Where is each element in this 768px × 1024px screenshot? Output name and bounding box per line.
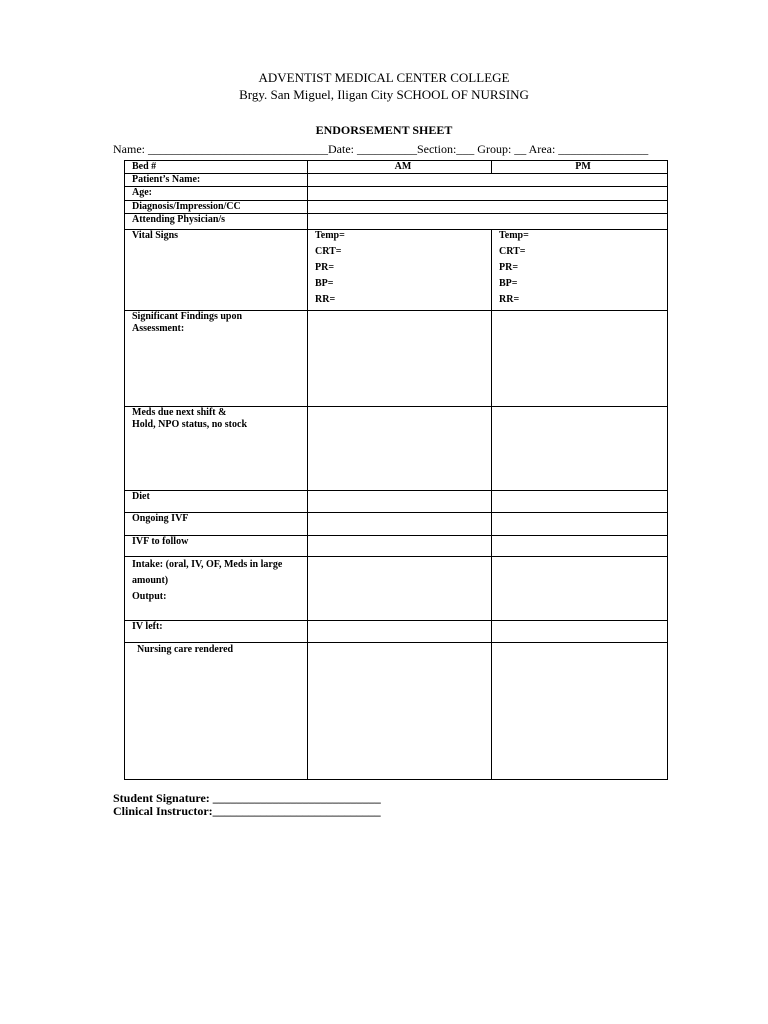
- findings-label: [125, 311, 308, 407]
- ongoing-ivf-pm-field[interactable]: [492, 513, 668, 536]
- crt-pm-label: CRT=: [499, 246, 526, 257]
- iv-left-pm-field[interactable]: [492, 621, 668, 643]
- iv-left-am-field[interactable]: [308, 621, 492, 643]
- student-info-line: Name: ______________________________Date: __________Section:___ Group: __ Area: _______________: [113, 142, 649, 156]
- bp-am-label: BP=: [315, 278, 334, 289]
- bed-label: Bed #: [125, 161, 308, 174]
- student-signature-line[interactable]: Student Signature: ____________________________: [113, 791, 381, 805]
- ongoing-ivf-label: Ongoing IVF: [125, 513, 308, 536]
- meds-pm-field[interactable]: [492, 407, 668, 491]
- table-row: [125, 187, 668, 201]
- meds-am-field[interactable]: [308, 407, 492, 491]
- diagnosis-field[interactable]: [308, 201, 668, 214]
- table-row: [125, 621, 668, 643]
- table-row: [125, 643, 668, 780]
- table-row: [125, 311, 668, 407]
- table-row: [125, 214, 668, 230]
- findings-label-line2: Assessment:: [132, 323, 185, 334]
- ongoing-ivf-am-field[interactable]: [308, 513, 492, 536]
- nursing-care-pm-field[interactable]: [492, 643, 668, 780]
- table-row: [125, 230, 668, 311]
- form-title: ENDORSEMENT SHEET: [315, 123, 453, 137]
- table-row: [125, 407, 668, 491]
- intake-label-line2: amount): [132, 575, 169, 586]
- table-row: [125, 513, 668, 536]
- am-vitals[interactable]: [308, 230, 492, 311]
- pr-pm-label: PR=: [499, 262, 519, 273]
- endorsement-table: [124, 160, 668, 780]
- diet-am-field[interactable]: [308, 491, 492, 513]
- intake-pm-field[interactable]: [492, 557, 668, 621]
- patient-name-field[interactable]: [308, 174, 668, 187]
- nursing-care-label: Nursing care rendered: [125, 643, 308, 780]
- table-row: [125, 491, 668, 513]
- table-row: [125, 536, 668, 557]
- table-row: [125, 174, 668, 187]
- intake-am-field[interactable]: [308, 557, 492, 621]
- findings-label-line1: Significant Findings upon: [132, 311, 243, 322]
- age-field[interactable]: [308, 187, 668, 201]
- pm-vitals[interactable]: [492, 230, 668, 311]
- temp-am-label: Temp=: [315, 230, 345, 241]
- pm-header: PM: [492, 161, 668, 174]
- meds-label: [125, 407, 308, 491]
- temp-pm-label: Temp=: [499, 230, 529, 241]
- diagnosis-label: Diagnosis/Impression/CC: [125, 201, 308, 214]
- physician-label: Attending Physician/s: [125, 214, 308, 230]
- output-label: Output:: [132, 591, 167, 602]
- rr-am-label: RR=: [315, 294, 336, 305]
- vital-signs-label: Vital Signs: [125, 230, 308, 311]
- nursing-care-am-field[interactable]: [308, 643, 492, 780]
- diet-pm-field[interactable]: [492, 491, 668, 513]
- crt-am-label: CRT=: [315, 246, 342, 257]
- patient-name-label: Patient’s Name:: [125, 174, 308, 187]
- table-row: [125, 557, 668, 621]
- diet-label: Diet: [125, 491, 308, 513]
- findings-am-field[interactable]: [308, 311, 492, 407]
- bp-pm-label: BP=: [499, 278, 518, 289]
- clinical-instructor-line[interactable]: Clinical Instructor:____________________________: [113, 804, 381, 818]
- table-row: [125, 201, 668, 214]
- rr-pm-label: RR=: [499, 294, 520, 305]
- age-label: Age:: [125, 187, 308, 201]
- am-header: AM: [308, 161, 492, 174]
- findings-pm-field[interactable]: [492, 311, 668, 407]
- pr-am-label: PR=: [315, 262, 335, 273]
- ivf-follow-am-field[interactable]: [308, 536, 492, 557]
- ivf-follow-pm-field[interactable]: [492, 536, 668, 557]
- meds-label-line1: Meds due next shift &: [132, 407, 227, 418]
- institution-address: Brgy. San Miguel, Iligan City SCHOOL OF NURSING: [239, 87, 529, 102]
- intake-label-line1: Intake: (oral, IV, OF, Meds in large: [132, 559, 283, 570]
- iv-left-label: IV left:: [125, 621, 308, 643]
- physician-field[interactable]: [308, 214, 668, 230]
- intake-output-label: [125, 557, 308, 621]
- table-row: [125, 161, 668, 174]
- ivf-follow-label: IVF to follow: [125, 536, 308, 557]
- meds-label-line2: Hold, NPO status, no stock: [132, 419, 248, 430]
- signature-block: [113, 792, 381, 818]
- institution-name: ADVENTIST MEDICAL CENTER COLLEGE: [258, 70, 510, 85]
